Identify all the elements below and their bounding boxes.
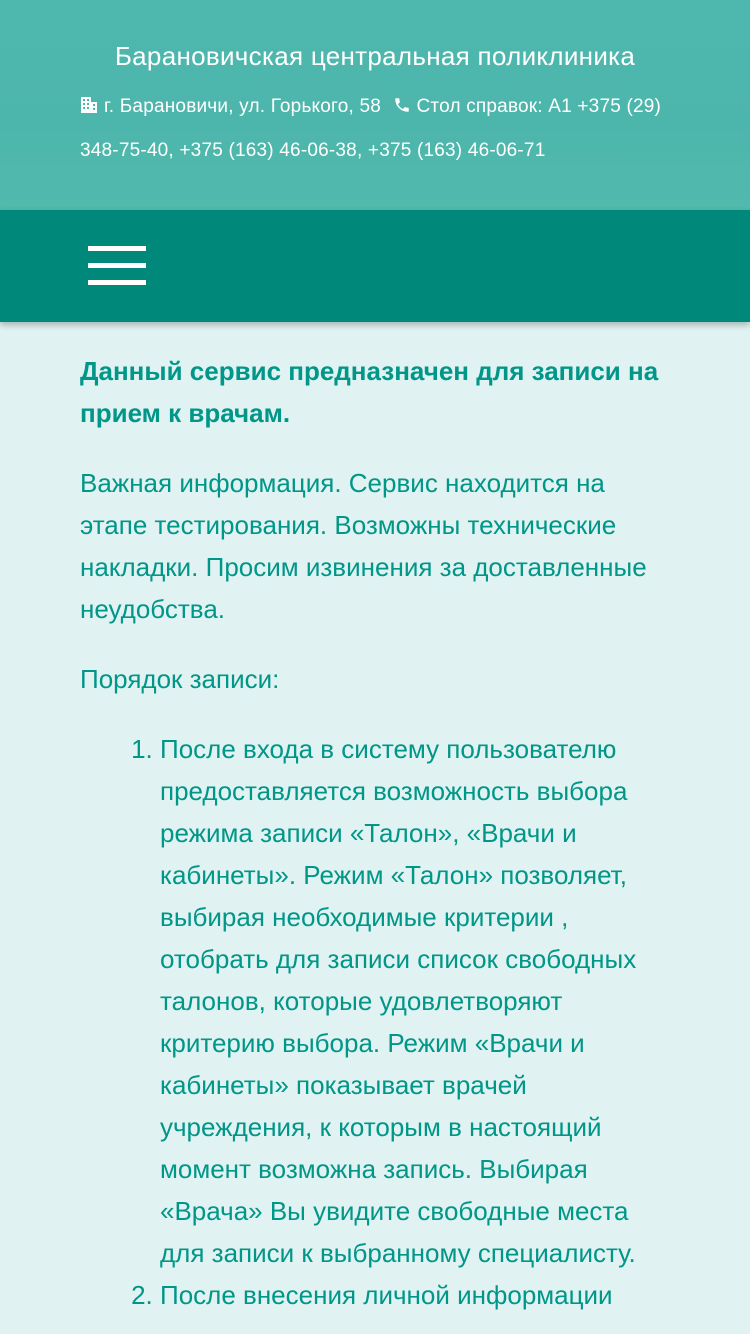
phone-icon (393, 88, 411, 130)
list-item: 1. После входа в систему пользователю предоставляется возможность выбора режима записи «Талон», «Врачи и кабинеты». Режим «Талон» позволяет, выбирая необходимые критерии , отобрать для записи список свободных талонов, которые удовлетворяют критерию выбора. Режим «Врачи и кабинеты» показывает врачей учреждения, к которым в настоящий момент возможна запись. Выбирая «Врача» Вы увидите свободные места для записи к выбранному специалисту. (160, 728, 670, 1274)
hamburger-menu-icon[interactable] (88, 246, 146, 286)
contact-info (80, 86, 670, 172)
main-content (80, 350, 670, 1316)
list-item: 2. После внесения личной информации (160, 1274, 670, 1316)
order-title: Порядок записи: (80, 664, 280, 694)
service-description: Данный сервис предназначен для записи на прием к врачам. (80, 356, 659, 428)
site-header (0, 0, 750, 210)
building-icon (80, 88, 98, 130)
important-notice: Важная информация. Сервис находится на этапе тестирования. Возможны технические накладки. Просим извинения за доставленные неудобства. (80, 468, 647, 624)
steps-list (80, 728, 670, 1316)
address-text: г. Барановичи, ул. Горького, 58 (104, 96, 382, 117)
phone-text: Стол справок: А1 +375 (29) 348-75-40, +375 (163) 46-06-38, +375 (163) 46-06-71 (80, 96, 662, 161)
site-title: Барановичская центральная поликлиника (114, 41, 636, 71)
